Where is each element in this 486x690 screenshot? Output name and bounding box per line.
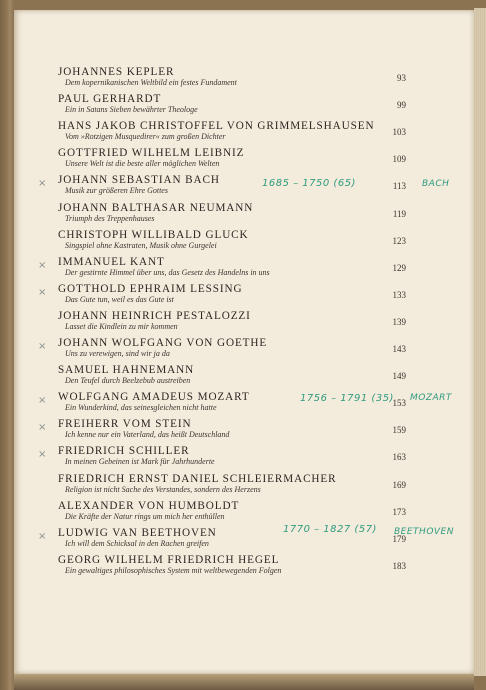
toc-entry [58,66,418,93]
toc-entry-name: LUDWIG VAN BEETHOVEN [58,526,217,539]
handwritten-mozart-name: MOZART [410,393,452,403]
toc-entry-subtitle: Ein gewaltiges philosophisches System mit weltbewegenden Folgen [65,565,282,575]
toc-entry-subtitle: Triumph des Treppenhauses [65,213,155,223]
toc-entry-page-number: 169 [392,479,406,490]
pencil-check-mark: × [38,449,47,461]
toc-entry-page-number: 103 [392,127,406,138]
toc-entry [38,337,418,364]
toc-entry [58,120,418,147]
handwritten-bach-dates: 1685 – 1750 (65) [262,178,356,189]
toc-entry-page-number: 173 [392,506,406,517]
toc-entry [38,174,418,201]
toc-entry-page-number: 99 [397,100,406,111]
toc-entry-subtitle: Singspiel ohne Kastraten, Musik ohne Gurgelei [65,240,217,250]
toc-entry-page-number: 129 [392,262,406,273]
toc-entry-name: FRIEDRICH ERNST DANIEL SCHLEIERMACHER [58,472,337,485]
toc-entry-name: HANS JAKOB CHRISTOFFEL VON GRIMMELSHAUSEN [58,120,375,133]
toc-entry-subtitle: Die Kräfte der Natur rings um mich her enthüllen [65,511,225,521]
toc-entry-subtitle: Religion ist nicht Sache des Verstandes, sondern des Herzens [65,484,261,494]
pencil-check-mark: × [38,530,47,542]
toc-entry [58,473,418,500]
toc-entry-name: GOTTHOLD EPHRAIM LESSING [58,282,243,295]
handwritten-bach-name: BACH [422,179,450,189]
pencil-check-mark: × [38,395,47,407]
toc-entry-page-number: 159 [392,425,406,436]
toc-entry [58,500,418,527]
toc-entry-subtitle: Ein in Satans Sieben bewährter Theologe [65,105,198,115]
toc-entry-name: GEORG WILHELM FRIEDRICH HEGEL [58,553,280,566]
toc-entry-name: ALEXANDER VON HUMBOLDT [58,499,240,512]
toc-entry-page-number: 179 [392,533,406,544]
page-edge-bottom [14,674,474,690]
toc-entry [38,445,418,472]
toc-entry-subtitle: Ein Wunderkind, das seinesgleichen nicht hatte [65,403,217,413]
toc-entry-name: SAMUEL HAHNEMANN [58,364,195,377]
handwritten-beethoven-dates: 1770 – 1827 (57) [283,524,377,535]
pencil-check-mark: × [38,341,47,352]
toc-entry-subtitle: Der gestirnte Himmel über uns, das Gesetz des Handelns in uns [65,267,270,277]
toc-entry-name: JOHANN SEBASTIAN BACH [58,174,220,187]
toc-entry-name: JOHANNES KEPLER [58,66,175,78]
handwritten-beethoven-name: BEETHOVEN [394,527,454,537]
toc-entry [38,255,418,283]
toc-entry [58,93,418,120]
toc-entry-name: IMMANUEL KANT [58,255,165,268]
toc-entry-name: PAUL GERHARDT [58,93,162,106]
toc-entry [58,202,418,229]
toc-entry [58,229,418,256]
toc-entry-name: FRIEDRICH SCHILLER [58,445,190,458]
toc-entry [58,554,418,581]
toc-entry-page-number: 119 [392,208,406,219]
toc-entry-subtitle: Ich will dem Schicksal in den Rachen greifen [65,538,209,548]
page-edge-right [474,8,486,676]
toc-entry-subtitle: Ich kenne nur ein Vaterland, das heißt Deutschland [65,430,230,440]
pencil-check-mark: × [38,178,47,190]
pencil-check-mark: × [38,286,47,298]
toc-entry-name: JOHANN WOLFGANG VON GOETHE [58,337,268,349]
toc-entry-subtitle: Das Gute tun, weil es das Gute ist [65,294,174,304]
toc-entry-page-number: 149 [392,371,406,382]
toc-entry-page-number: 133 [392,289,406,300]
toc-entry-page-number: 109 [392,154,406,165]
toc-entry-name: JOHANN HEINRICH PESTALOZZI [58,309,251,322]
handwritten-mozart-dates: 1756 – 1791 (35) [300,393,394,404]
toc-entry-name: JOHANN BALTHASAR NEUMANN [58,201,254,214]
toc-entry-name: GOTTFRIED WILHELM LEIBNIZ [58,147,245,160]
pencil-check-mark: × [38,422,47,434]
toc-entry-page-number: 139 [392,316,406,327]
toc-entry-subtitle: Dem kopernikanischen Weltbild ein festes Fundament [65,78,237,87]
toc-entry-page-number: 113 [392,181,406,192]
toc-entry-page-number: 153 [392,398,406,409]
toc-entry [58,364,418,391]
toc-entry-name: CHRISTOPH WILLIBALD GLUCK [58,228,249,241]
toc-entry-subtitle: Den Teufel durch Beelzebub austreiben [65,376,191,386]
toc-entry-subtitle: Musik zur größeren Ehre Gottes [65,186,168,196]
toc-entry-subtitle: Uns zu verewigen, sind wir ja da [65,349,170,358]
toc-entry-name: FREIHERR VOM STEIN [58,418,192,431]
toc-entry-subtitle: Unsere Welt ist die beste aller möglichen Welten [65,159,220,169]
toc-entry-page-number: 183 [392,560,406,571]
toc-entry-page-number: 93 [397,73,406,83]
toc-entry-page-number: 123 [392,235,406,246]
toc-entry [58,310,418,337]
toc-entry-subtitle: In meinen Gebeinen ist Mark für Jahrhunderte [65,457,215,467]
toc-entry-subtitle: Lasset die Kindlein zu mir kommen [65,321,178,331]
toc-entry-subtitle: Vom »Rotzigen Musquedirer« zum großen Dichter [65,132,226,142]
toc-entry-page-number: 143 [392,344,406,354]
toc-entry [38,418,418,445]
toc-entry-page-number: 163 [392,452,406,463]
pencil-check-mark: × [38,259,47,271]
toc-entry [38,282,418,310]
toc-entry-name: WOLFGANG AMADEUS MOZART [58,391,250,404]
toc-entry [58,147,418,174]
